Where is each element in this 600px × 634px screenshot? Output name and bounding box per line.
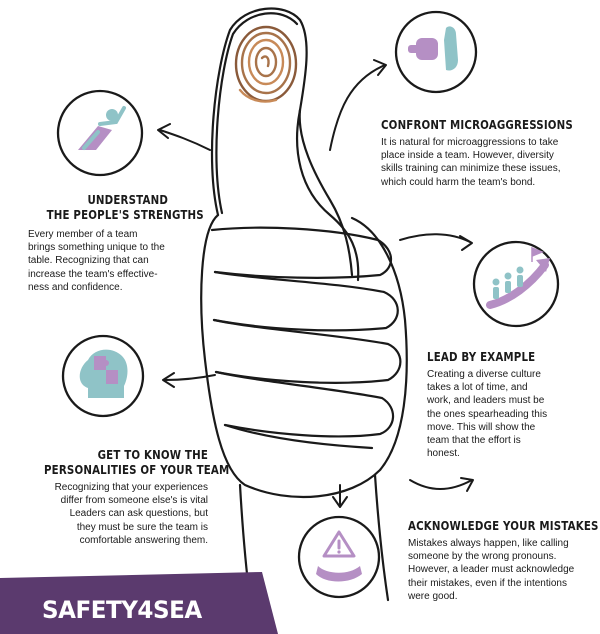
section-get-to-know	[8, 447, 230, 547]
section-body: Recognizing that your experiences differ from someone else's is vital Leaders can ask questions, but they must be sure the team is comfortable answering them.	[54, 482, 208, 546]
team-climbing-arrow-icon	[490, 248, 550, 305]
section-heading: GET TO KNOW THE PERSONALITIES OF YOUR TEAM	[44, 447, 230, 477]
section-lead-by-example	[427, 349, 587, 460]
section-understand-strengths	[20, 192, 204, 222]
section-body: It is natural for microaggressions to take place inside a team. However, diversity skills training can minimize these issues, which could harm the team's bond.	[381, 137, 561, 188]
section-heading: ACKNOWLEDGE YOUR MISTAKES	[408, 518, 599, 533]
section-body: Mistakes always happen, like calling someone by the wrong pronouns. However, a leader must acknowledge their mistakes, even if the intentions were good.	[408, 538, 575, 602]
hand-stop-fist-icon	[408, 26, 458, 70]
warning-hand-icon	[316, 532, 362, 582]
section-heading: LEAD BY EXAMPLE	[427, 349, 536, 364]
section-heading: UNDERSTAND THE PEOPLE'S STRENGTHS	[46, 192, 204, 222]
section-heading: CONFRONT MICROAGGRESSIONS	[381, 117, 573, 132]
head-puzzle-icon	[80, 350, 128, 398]
section-confront-microaggressions	[381, 117, 591, 189]
section-understand-strengths-body: Every member of a team brings something unique to the table. Recognizing that can increase the team's effective- ness and confidence.	[28, 229, 165, 293]
flying-hero-icon	[78, 108, 124, 150]
section-acknowledge-mistakes	[408, 518, 599, 603]
fingerprint-icon	[236, 27, 296, 102]
brand-logo: SAFETY4SEA	[42, 596, 202, 624]
section-body: Creating a diverse culture takes a lot of time, and work, and leaders must be the ones spearheading this move. This will show the team that the effort is honest.	[427, 369, 548, 460]
